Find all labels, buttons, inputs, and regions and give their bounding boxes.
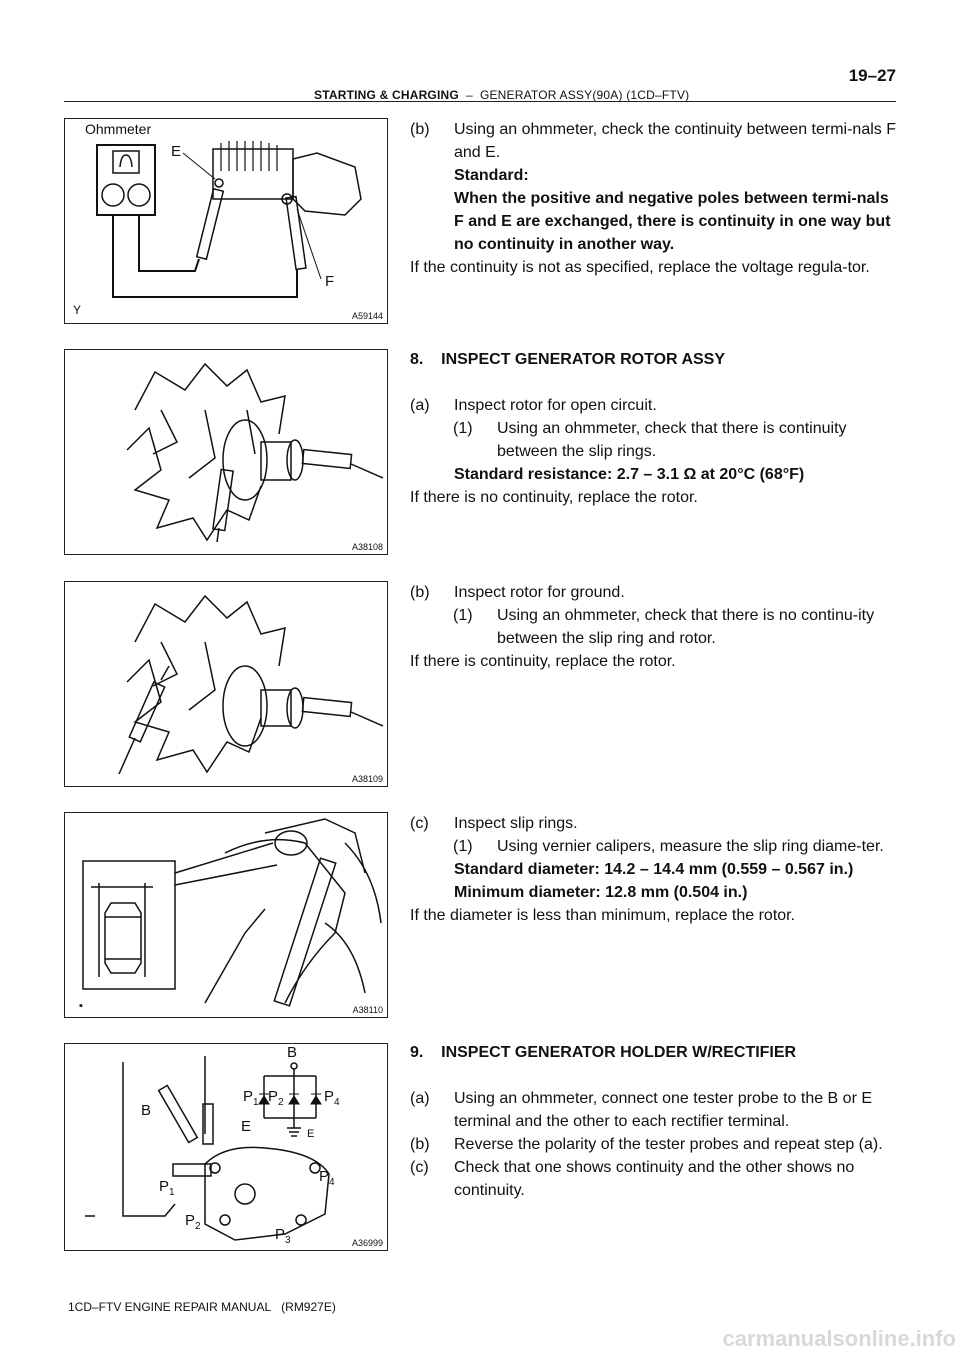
terminal-b-top-label: B [287, 1044, 298, 1061]
step-a-paragraph: (a) Inspect rotor for open circuit. [410, 397, 657, 414]
caliper-drawing [65, 813, 386, 1016]
terminal-p4b-label: $P_4$ [319, 1168, 335, 1188]
terminal-e-label: E [171, 143, 182, 160]
standard-diameter: Standard diameter: 14.2 – 14.4 mm (0.559 – 0.567 in.) [454, 861, 854, 878]
watermark: carmanualsonline.info [722, 1326, 956, 1351]
section-8 [410, 348, 896, 509]
standard-label: Standard: [454, 167, 529, 184]
terminal-p3-label: $P_3$ [275, 1226, 291, 1246]
standard-resistance: Standard resistance: 2.7 – 3.1 Ω at 20°C (68°F) [454, 466, 805, 483]
standard-text: When the positive and negative poles between termi-nals F and E are exchanged, there is continuity in one way but no continuity in another way. [454, 190, 891, 253]
note-text: If the continuity is not as specified, replace the voltage regula-tor. [410, 259, 870, 276]
step-c-paragraph: (c) Inspect slip rings. [410, 815, 578, 832]
figure-rotor-ground [64, 581, 388, 787]
step-c-paragraph: (c) Check that one shows continuity and the other shows no continuity. [410, 1159, 855, 1199]
figure-code: A38109 [351, 774, 383, 784]
step-a-paragraph: (a) Using an ohmmeter, connect one tester probe to the B or E terminal and the other to each rectifier terminal. [410, 1090, 873, 1130]
terminal-f-label: F [325, 273, 335, 290]
header-rule [64, 101, 896, 102]
section-9-title: 9. INSPECT GENERATOR HOLDER W/RECTIFIER [410, 1044, 797, 1061]
figure-code: A36999 [351, 1238, 383, 1248]
svg-text:▪: ▪ [79, 1000, 83, 1012]
terminal-p2b-label: $P_2$ [185, 1212, 201, 1232]
figure-rotor-open-circuit [64, 349, 388, 555]
terminal-p1b-label: $P_1$ [159, 1178, 175, 1198]
sub-step-1-paragraph: (1) Using vernier calipers, measure the slip ring diame-ter. [453, 838, 884, 855]
terminal-p1-label: $P_1$ [243, 1088, 259, 1108]
terminal-e-small-label: E [307, 1128, 315, 1140]
rotor-ground-drawing [65, 582, 386, 785]
page-header [64, 66, 896, 102]
page-footer: 1CD–FTV ENGINE REPAIR MANUAL (RM927E) [68, 1300, 336, 1314]
figure-ohmmeter-regulator [64, 118, 388, 324]
figure-slip-ring-caliper [64, 812, 388, 1018]
terminal-p4-label: $P_4$ [324, 1088, 340, 1108]
section-8-title: 8. INSPECT GENERATOR ROTOR ASSY [410, 351, 726, 368]
terminal-e-label: E [241, 1118, 252, 1135]
figure-rectifier-holder [64, 1043, 388, 1251]
section-8b [410, 581, 896, 673]
orientation-mark: Y [73, 303, 82, 317]
terminal-p2-label: $P_2$ [268, 1088, 284, 1108]
page-number: 19–27 [848, 66, 896, 85]
figure-code: A38108 [351, 542, 383, 552]
minimum-diameter: Minimum diameter: 12.8 mm (0.504 in.) [454, 884, 748, 901]
section-8c [410, 812, 896, 927]
note-text: If there is no continuity, replace the rotor. [410, 489, 698, 506]
step-b-paragraph: (b) Using an ohmmeter, check the continuity between termi-nals F and E. [410, 121, 896, 161]
figure-code: A38110 [352, 1005, 383, 1015]
section-9 [410, 1041, 896, 1202]
sub-step-1-paragraph: (1) Using an ohmmeter, check that there is no continu-ity between the slip ring and rotor. [453, 607, 875, 647]
rectifier-drawing [65, 1044, 386, 1249]
note-text: If there is continuity, replace the rotor. [410, 653, 676, 670]
step-b-paragraph: (b) Reverse the polarity of the tester probes and repeat step (a). [410, 1136, 883, 1153]
section-title: STARTING & CHARGING – GENERATOR ASSY(90A) (1CD–FTV) [314, 88, 690, 102]
note-text: If the diameter is less than minimum, replace the rotor. [410, 907, 796, 924]
sub-step-1-paragraph: (1) Using an ohmmeter, check that there is continuity between the slip rings. [453, 420, 847, 460]
terminal-b-label: B [141, 1102, 152, 1119]
text-block-regulator [410, 118, 896, 279]
step-b-paragraph: (b) Inspect rotor for ground. [410, 584, 625, 601]
regulator-drawing [65, 119, 386, 322]
rotor-drawing [65, 350, 386, 553]
figure-code: A59144 [351, 311, 383, 321]
ohmmeter-label: Ohmmeter [85, 121, 152, 137]
